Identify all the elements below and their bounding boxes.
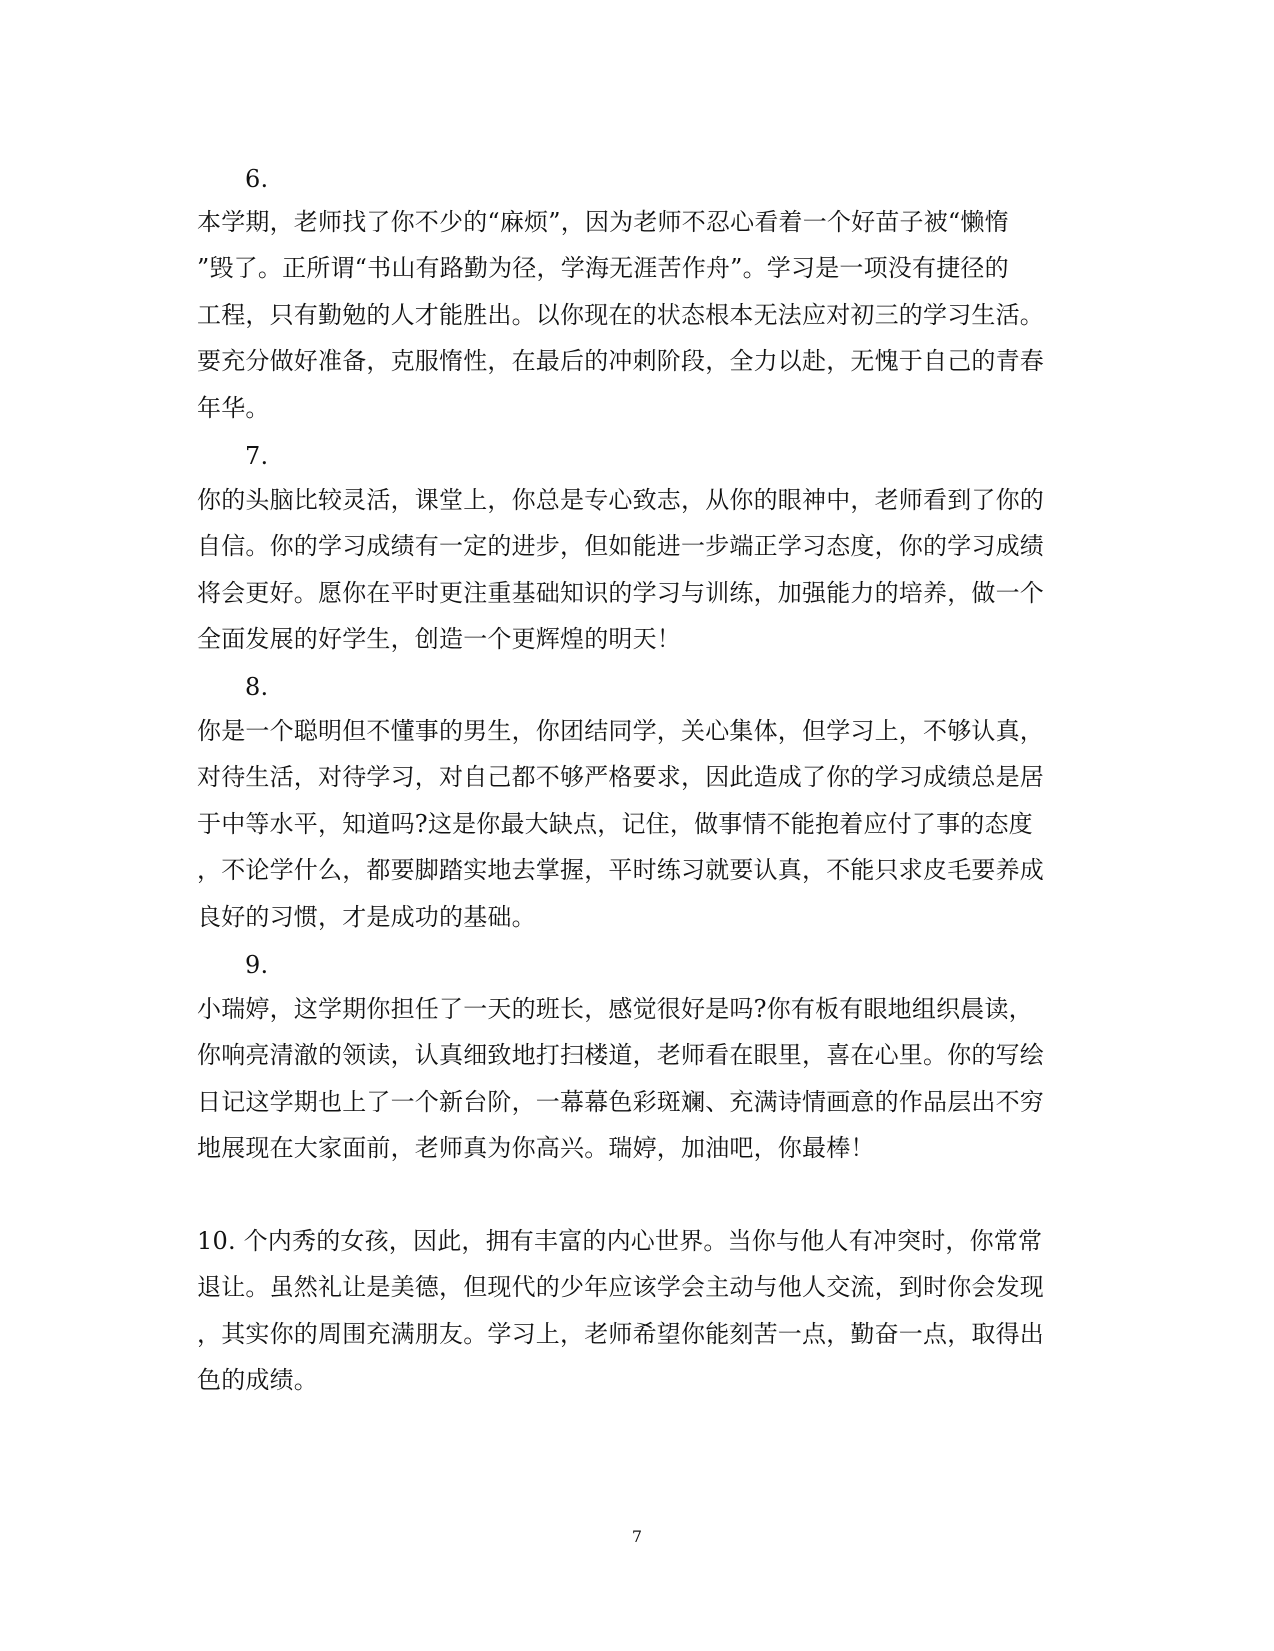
- text-line: 色的成绩。: [197, 1366, 318, 1394]
- item-number-7: 7.: [245, 442, 269, 470]
- text-line: 日记这学期也上了一个新台阶，一幕幕色彩斑斓、充满诗情画意的作品层出不穷: [197, 1088, 1044, 1116]
- text-line: 10. 个内秀的女孩，因此，拥有丰富的内心世界。当你与他人有冲突时，你常常: [197, 1227, 1043, 1255]
- text-line: 小瑞婷，这学期你担任了一天的班长，感觉很好是吗?你有板有眼地组织晨读，: [197, 995, 1033, 1023]
- text-line: 要充分做好准备，克服惰性，在最后的冲刺阶段，全力以赴，无愧于自己的青春: [197, 347, 1044, 375]
- text-line: 你的头脑比较灵活，课堂上，你总是专心致志，从你的眼神中，老师看到了你的: [197, 486, 1044, 514]
- text-line: 对待生活，对待学习，对自己都不够严格要求，因此造成了你的学习成绩总是居: [197, 763, 1044, 791]
- text-line: 地展现在大家面前，老师真为你高兴。瑞婷，加油吧，你最棒！: [197, 1134, 875, 1162]
- text-line: 你是一个聪明但不懂事的男生，你团结同学，关心集体，但学习上，不够认真，: [197, 717, 1044, 745]
- page-number: 7: [631, 1527, 643, 1546]
- text-line: 工程，只有勤勉的人才能胜出。以你现在的状态根本无法应对初三的学习生活。: [197, 301, 1044, 329]
- text-line: ，其实你的周围充满朋友。学习上，老师希望你能刻苦一点，勤奋一点，取得出: [197, 1320, 1044, 1348]
- text-line: 你响亮清澈的领读，认真细致地打扫楼道，老师看在眼里，喜在心里。你的写绘: [197, 1041, 1044, 1069]
- text-line: 于中等水平，知道吗?这是你最大缺点，记住，做事情不能抱着应付了事的态度: [197, 810, 1033, 838]
- item-number-8: 8.: [245, 673, 269, 701]
- text-line: 全面发展的好学生，创造一个更辉煌的明天！: [197, 625, 681, 653]
- text-line: ”毁了。正所谓“书山有路勤为径，学海无涯苦作舟”。学习是一项没有捷径的: [197, 254, 1009, 282]
- text-line: 退让。虽然礼让是美德，但现代的少年应该学会主动与他人交流，到时你会发现: [197, 1273, 1044, 1301]
- item-number-9: 9.: [245, 951, 269, 979]
- item-number-6: 6.: [245, 165, 269, 193]
- text-line: 良好的习惯，才是成功的基础。: [197, 903, 536, 931]
- text-line: ，不论学什么，都要脚踏实地去掌握，平时练习就要认真，不能只求皮毛要养成: [197, 856, 1044, 884]
- text-line: 自信。你的学习成绩有一定的进步，但如能进一步端正学习态度，你的学习成绩: [197, 532, 1044, 560]
- text-line: 年华。: [197, 394, 270, 422]
- text-line: 将会更好。愿你在平时更注重基础知识的学习与训练，加强能力的培养，做一个: [197, 579, 1044, 607]
- text-line: 本学期，老师找了你不少的“麻烦”，因为老师不忍心看着一个好苗子被“懒惰: [197, 208, 1009, 236]
